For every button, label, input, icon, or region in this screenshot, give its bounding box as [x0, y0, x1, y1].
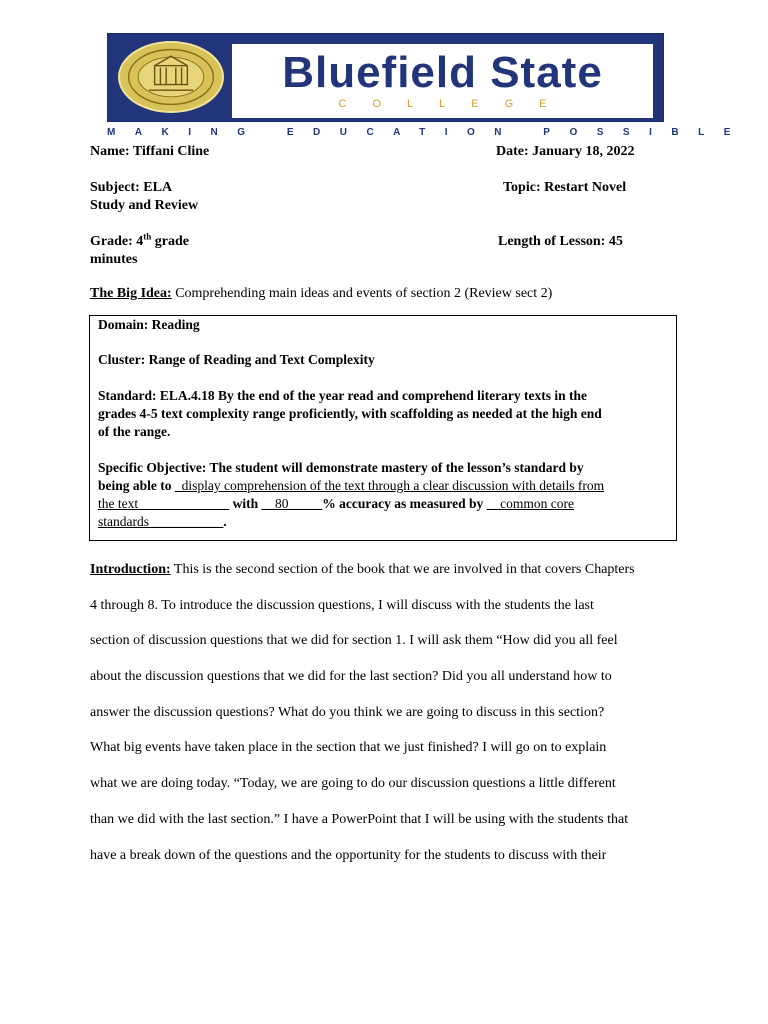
big-idea: [90, 285, 552, 302]
subject-continuation: Study and Review: [90, 198, 199, 213]
intro-line-7: what we are doing today. “Today, we are going to do our discussion questions a little different: [90, 776, 616, 791]
objective-with: with: [232, 496, 259, 511]
date-value: January 18, 2022: [532, 144, 635, 159]
objective-fill-behavior-cont: the text: [98, 496, 230, 511]
grade-field: [90, 233, 189, 250]
topic-field: [503, 179, 626, 196]
grade-superscript: th: [143, 231, 152, 242]
objective-line-1: Specific Objective: The student will demonstrate mastery of the lesson’s standard by: [98, 460, 584, 475]
logo-wordmark: Bluefield State: [282, 48, 603, 97]
topic-value: Restart Novel: [544, 180, 627, 195]
name-value: Tiffani Cline: [132, 144, 210, 159]
intro-line-6: What big events have taken place in the section that we just finished? I will go on to explain: [90, 740, 607, 755]
introduction-label: Introduction:: [90, 562, 171, 577]
intro-text-1: This is the second section of the book that we are involved in that covers Chapters: [173, 562, 635, 577]
standard-line-1: Standard: ELA.4.18 By the end of the year read and comprehend literary texts in the: [98, 388, 587, 403]
domain-line: Domain: Reading: [98, 317, 200, 332]
subject-label: Subject:: [90, 180, 140, 195]
standard-line-2: grades 4-5 text complexity range proficiently, with scaffolding as needed at the high end: [98, 406, 602, 421]
big-idea-text: Comprehending main ideas and events of section 2 (Review sect 2): [175, 286, 553, 301]
objective-fill-measure: __common core: [486, 496, 574, 511]
subject-value: ELA: [143, 180, 173, 195]
big-idea-label: The Big Idea:: [90, 286, 172, 301]
objective-line-4: [98, 513, 668, 531]
grade-suffix: grade: [154, 234, 189, 249]
objective-percent: % accuracy as measured by: [322, 496, 484, 511]
intro-line-1: [90, 561, 635, 578]
standard-line-3: of the range.: [98, 424, 171, 439]
objective-line-3: [98, 495, 668, 513]
grade-value: 4: [136, 234, 144, 249]
length-continuation: minutes: [90, 252, 138, 267]
intro-line-2: 4 through 8. To introduce the discussion questions, I will discuss with the students the last: [90, 598, 594, 613]
grade-label: Grade:: [90, 234, 133, 249]
intro-line-4: about the discussion questions that we did for the last section? Did you all understand how to: [90, 669, 612, 684]
intro-line-3: section of discussion questions that we did for section 1. I will ask them “How did you all feel: [90, 633, 618, 648]
topic-label: Topic:: [503, 180, 541, 195]
objective-fill-accuracy: __80_____: [261, 496, 323, 511]
objective-fill-measure-cont: standards___________: [98, 514, 224, 529]
cluster-line: Cluster: Range of Reading and Text Complexity: [98, 352, 375, 367]
objective-being-able: being able to: [98, 478, 172, 493]
intro-line-8: than we did with the last section.” I have a PowerPoint that I will be using with the students that: [90, 812, 629, 827]
name-field: [90, 143, 209, 160]
subject-field: [90, 179, 172, 196]
length-value: 45: [608, 234, 623, 249]
college-banner: [107, 33, 664, 122]
date-label: Date:: [496, 144, 529, 159]
length-field: [498, 233, 623, 250]
objective-line-2: [98, 477, 668, 495]
logo-wordmark-box: [232, 44, 653, 118]
objective-fill-behavior: _display comprehension of the text through a clear discussion with details from: [174, 478, 605, 493]
objective-end: .: [223, 514, 227, 529]
date-field: [496, 143, 634, 160]
intro-line-9: have a break down of the questions and the opportunity for the students to discuss with their: [90, 848, 607, 863]
name-label: Name:: [90, 144, 130, 159]
logo-subtitle: COLLEGE: [338, 98, 573, 110]
intro-line-5: answer the discussion questions? What do you think we are going to discuss in this section?: [90, 705, 605, 720]
college-motto: MAKING EDUCATION POSSIBLE: [107, 127, 750, 138]
college-seal-icon: [118, 41, 224, 113]
standards-box: [89, 315, 677, 541]
length-label: Length of Lesson:: [498, 234, 606, 249]
